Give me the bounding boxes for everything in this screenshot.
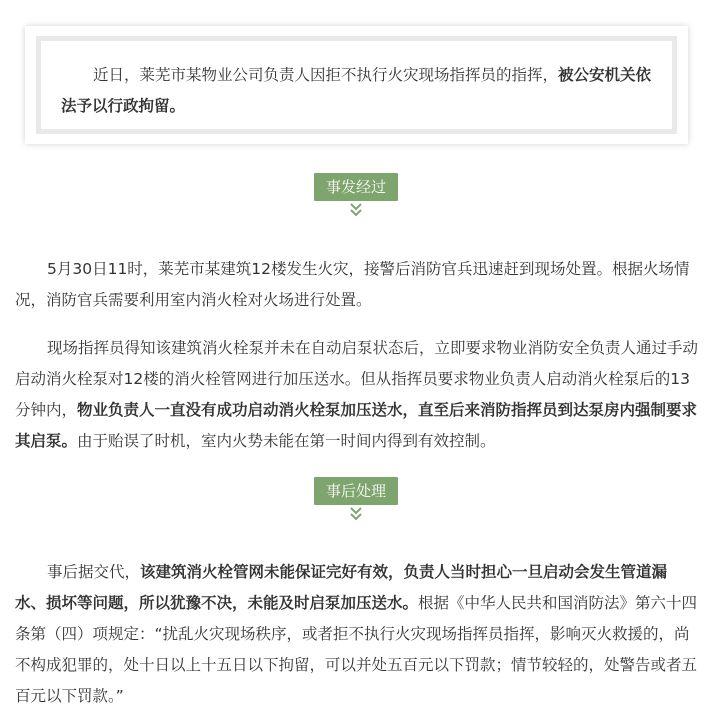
paragraph-incident-1 xyxy=(15,254,698,316)
intro-text: 近日，莱芜市某物业公司负责人因拒不执行火灾现场指挥员的指挥， xyxy=(93,66,559,84)
paragraph-incident-2 xyxy=(15,333,698,457)
intro-card xyxy=(25,26,688,144)
section-title-incident: 事发经过 xyxy=(314,173,398,201)
paragraph-text: 事后据交代， xyxy=(47,563,141,581)
section-title-aftermath: 事后处理 xyxy=(314,477,398,505)
paragraph-text: 5月30日11时，莱芜市某建筑12楼发生火灾，接警后消防官兵迅速赶到现场处置。根据火场情况，消防官兵需要利用室内消火栓对火场进行处置。 xyxy=(15,260,690,309)
intro-bold-text: 被公安机关依法予以行政拘留。 xyxy=(61,66,652,115)
paragraph-bold-text: 该建筑消火栓管网未能保证完好有效，负责人当时担心一旦启动会发生管道漏水、损坏等问题，所以犹豫不决，未能及时启泵加压送水。 xyxy=(15,563,668,612)
intro-box xyxy=(36,36,677,134)
paragraph-text: 由于贻误了时机，室内火势未能在第一时间内得到有效控制。 xyxy=(77,432,496,450)
paragraph-aftermath xyxy=(15,557,698,712)
paragraph-text: 现场指挥员得知该建筑消火栓泵并未在自动启泵状态后，立即要求物业消防安全负责人通过手动启动消火栓泵对12楼的消火栓管网进行加压送水。但从指挥员要求物业负责人启动消火栓泵后的13分钟内， xyxy=(15,339,699,419)
chevron-down-icon xyxy=(350,203,362,225)
paragraph-bold-text: 物业负责人一直没有成功启动消火栓泵加压送水，直至后来消防指挥员到达泵房内强制要求其启泵。 xyxy=(15,401,698,450)
chevron-down-icon xyxy=(350,507,362,529)
paragraph-text: 根据《中华人民共和国消防法》第六十四条第（四）项规定：“扰乱火灾现场秩序，或者拒不执行火灾现场指挥员指挥，影响灭火救援的，尚不构成犯罪的，处十日以上十五日以下拘留，可以并处五百元以下罚款；情节较轻的，处警告或者五百元以下罚款。” xyxy=(15,594,698,705)
